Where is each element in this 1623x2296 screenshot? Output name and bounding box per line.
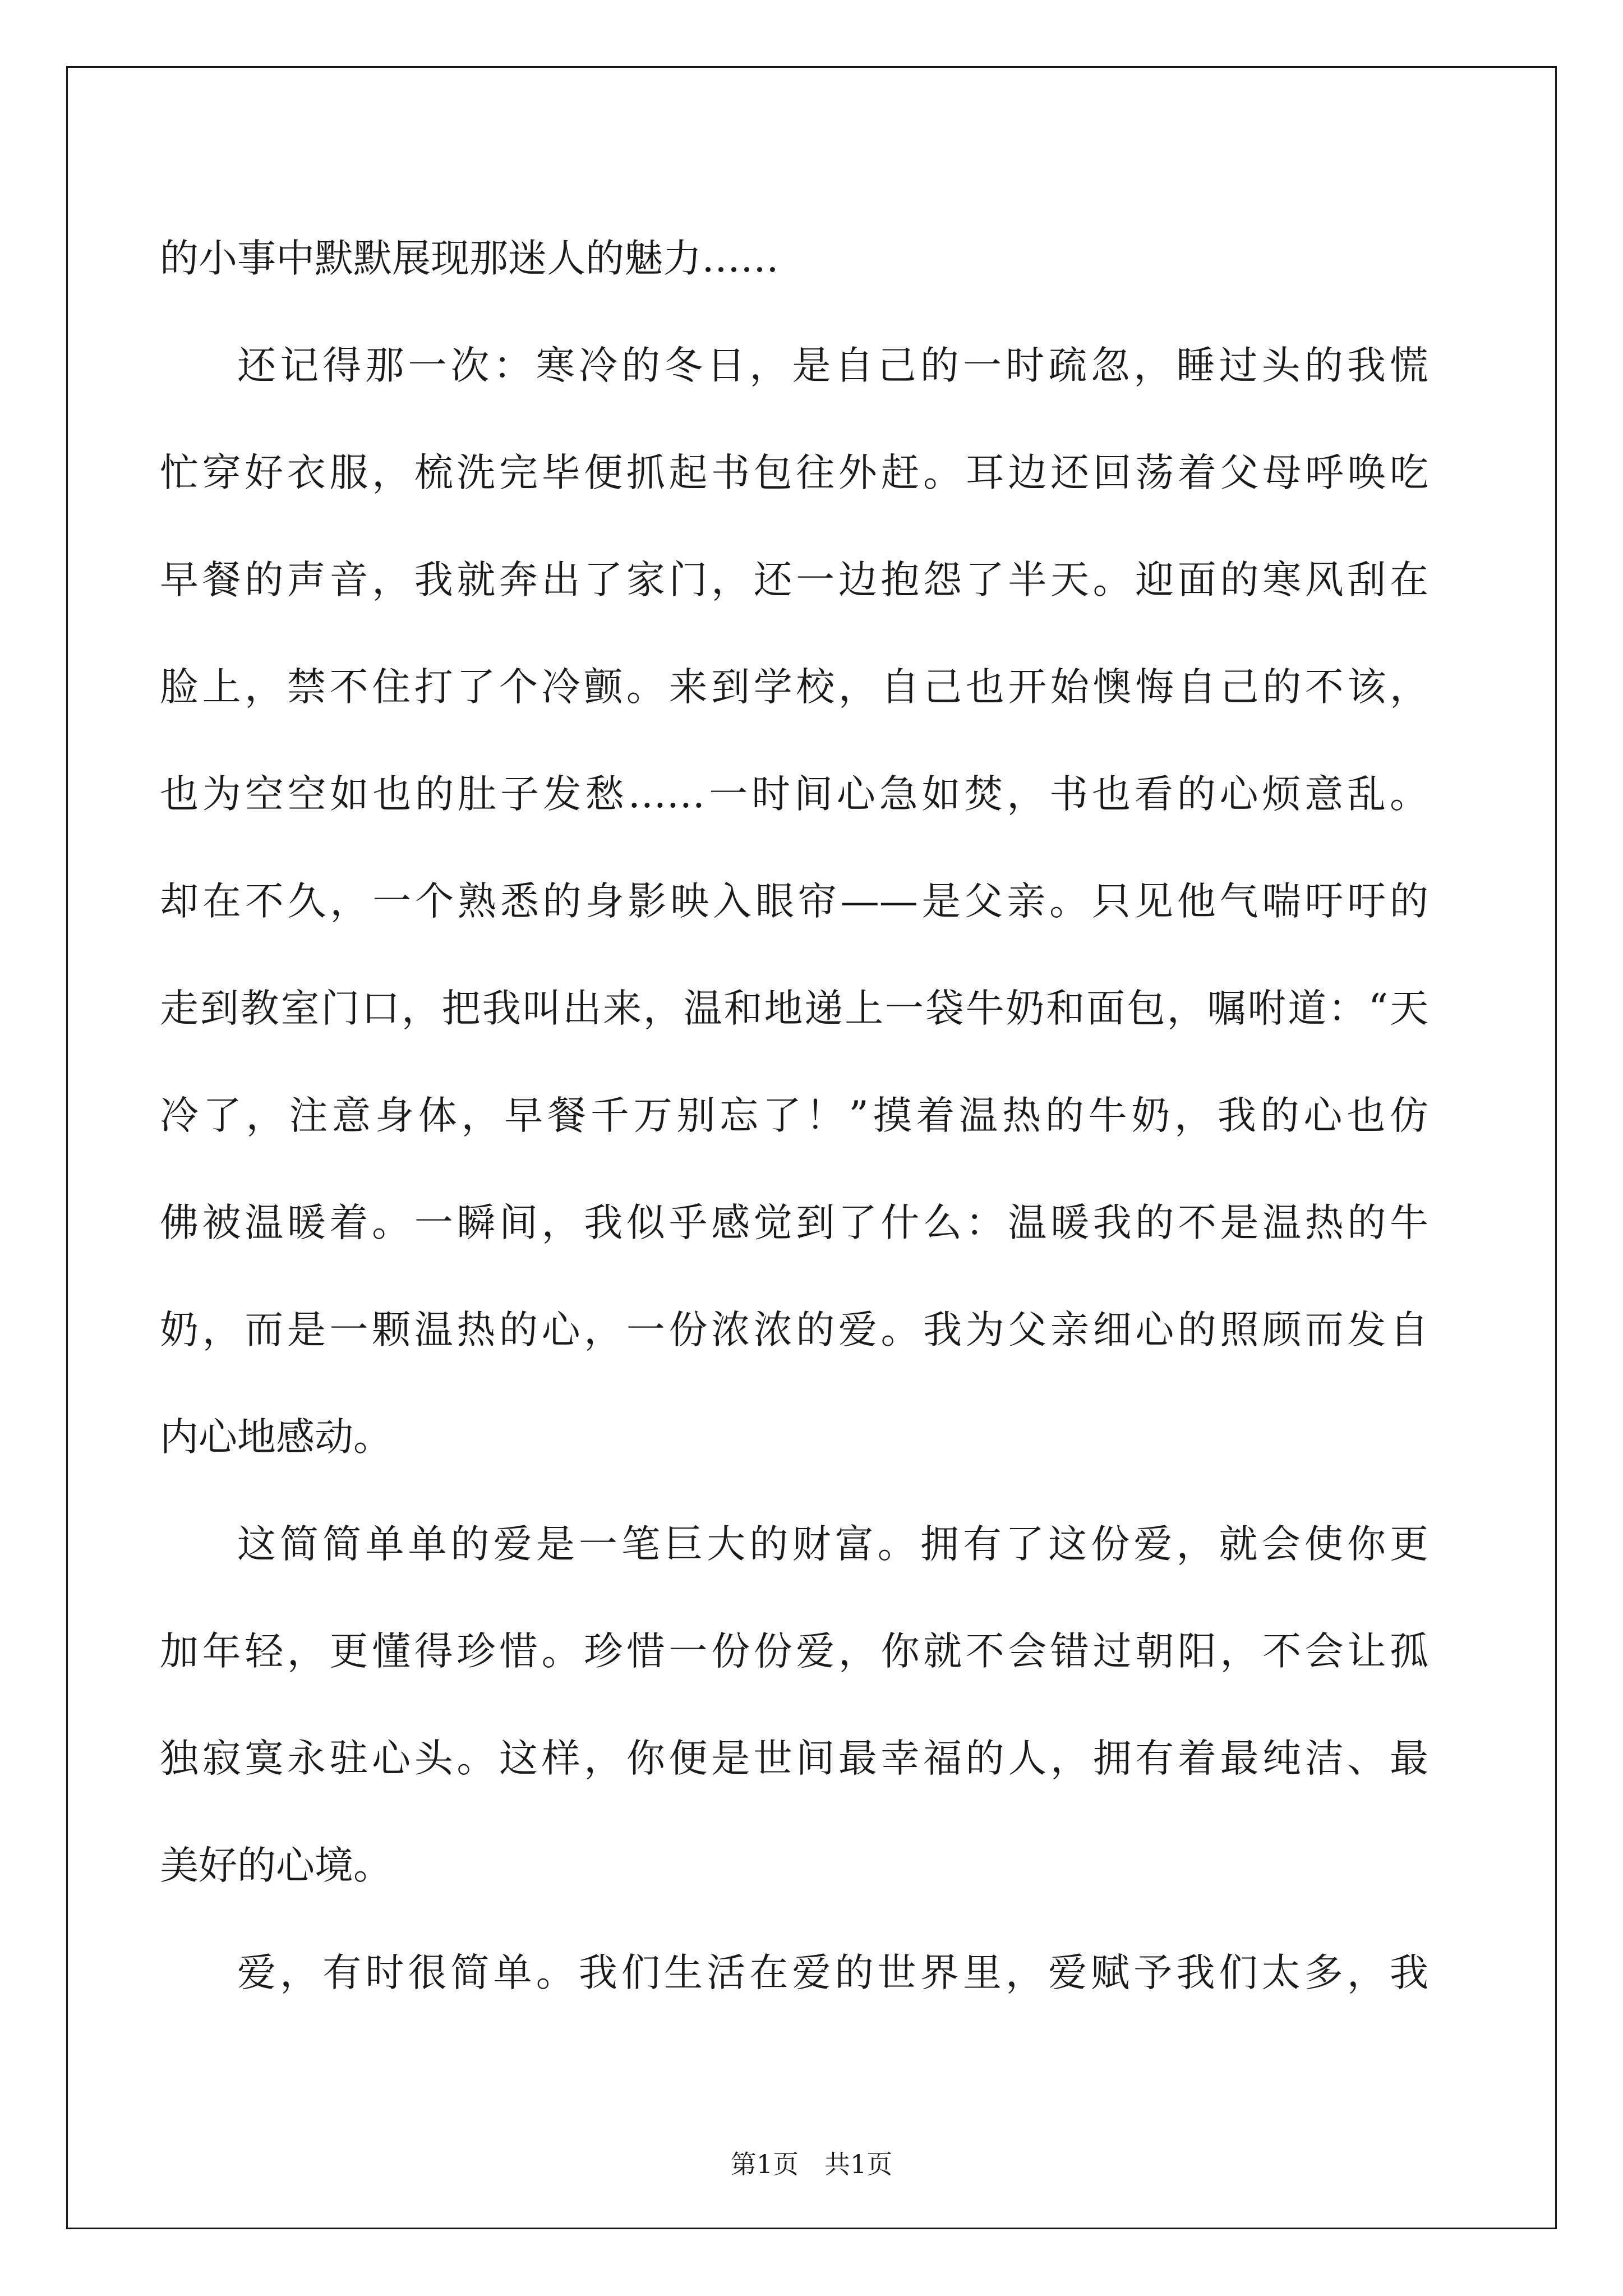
text-line: 爱，有时很简单。我们生活在爱的世界里，爱赋予我们太多，我 [237,1950,1428,1995]
text-line: 也为空空如也的肚子发愁……一时间心急如焚，书也看的心烦意乱。 [160,772,1428,817]
document-body [160,205,1428,2027]
text-line: 美好的心境。 [160,1843,392,1888]
text-line: 奶，而是一颗温热的心，一份浓浓的爱。我为父亲细心的照顾而发自 [160,1308,1428,1352]
page-footer: 第1页 共1页 [730,2149,893,2179]
text-line: 冷了，注意身体，早餐千万别忘了！”摸着温热的牛奶，我的心也仿 [160,1093,1428,1138]
text-line: 却在不久，一个熟悉的身影映入眼帘——是父亲。只见他气喘吁吁的 [160,879,1428,924]
text-line: 还记得那一次：寒冷的冬日，是自己的一时疏忽，睡过头的我慌 [237,343,1428,388]
text-line: 的小事中默默展现那迷人的魅力…… [160,236,779,281]
text-line: 忙穿好衣服，梳洗完毕便抓起书包往外赶。耳边还回荡着父母呼唤吃 [160,450,1428,495]
text-line: 早餐的声音，我就奔出了家门，还一边抱怨了半天。迎面的寒风刮在 [160,558,1428,602]
text-line: 走到教室门口，把我叫出来，温和地递上一袋牛奶和面包，嘱咐道：“天 [160,986,1428,1031]
text-line: 这简简单单的爱是一笔巨大的财富。拥有了这份爱，就会使你更 [237,1522,1428,1567]
text-line: 加年轻，更懂得珍惜。珍惜一份份爱，你就不会错过朝阳，不会让孤 [160,1629,1428,1674]
text-line: 独寂寞永驻心头。这样，你便是世间最幸福的人，拥有着最纯洁、最 [160,1736,1428,1781]
text-line: 脸上，禁不住打了个冷颤。来到学校，自己也开始懊悔自己的不该， [160,665,1428,710]
text-line: 佛被温暖着。一瞬间，我似乎感觉到了什么：温暖我的不是温热的牛 [160,1200,1428,1245]
text-line: 内心地感动。 [160,1415,392,1460]
